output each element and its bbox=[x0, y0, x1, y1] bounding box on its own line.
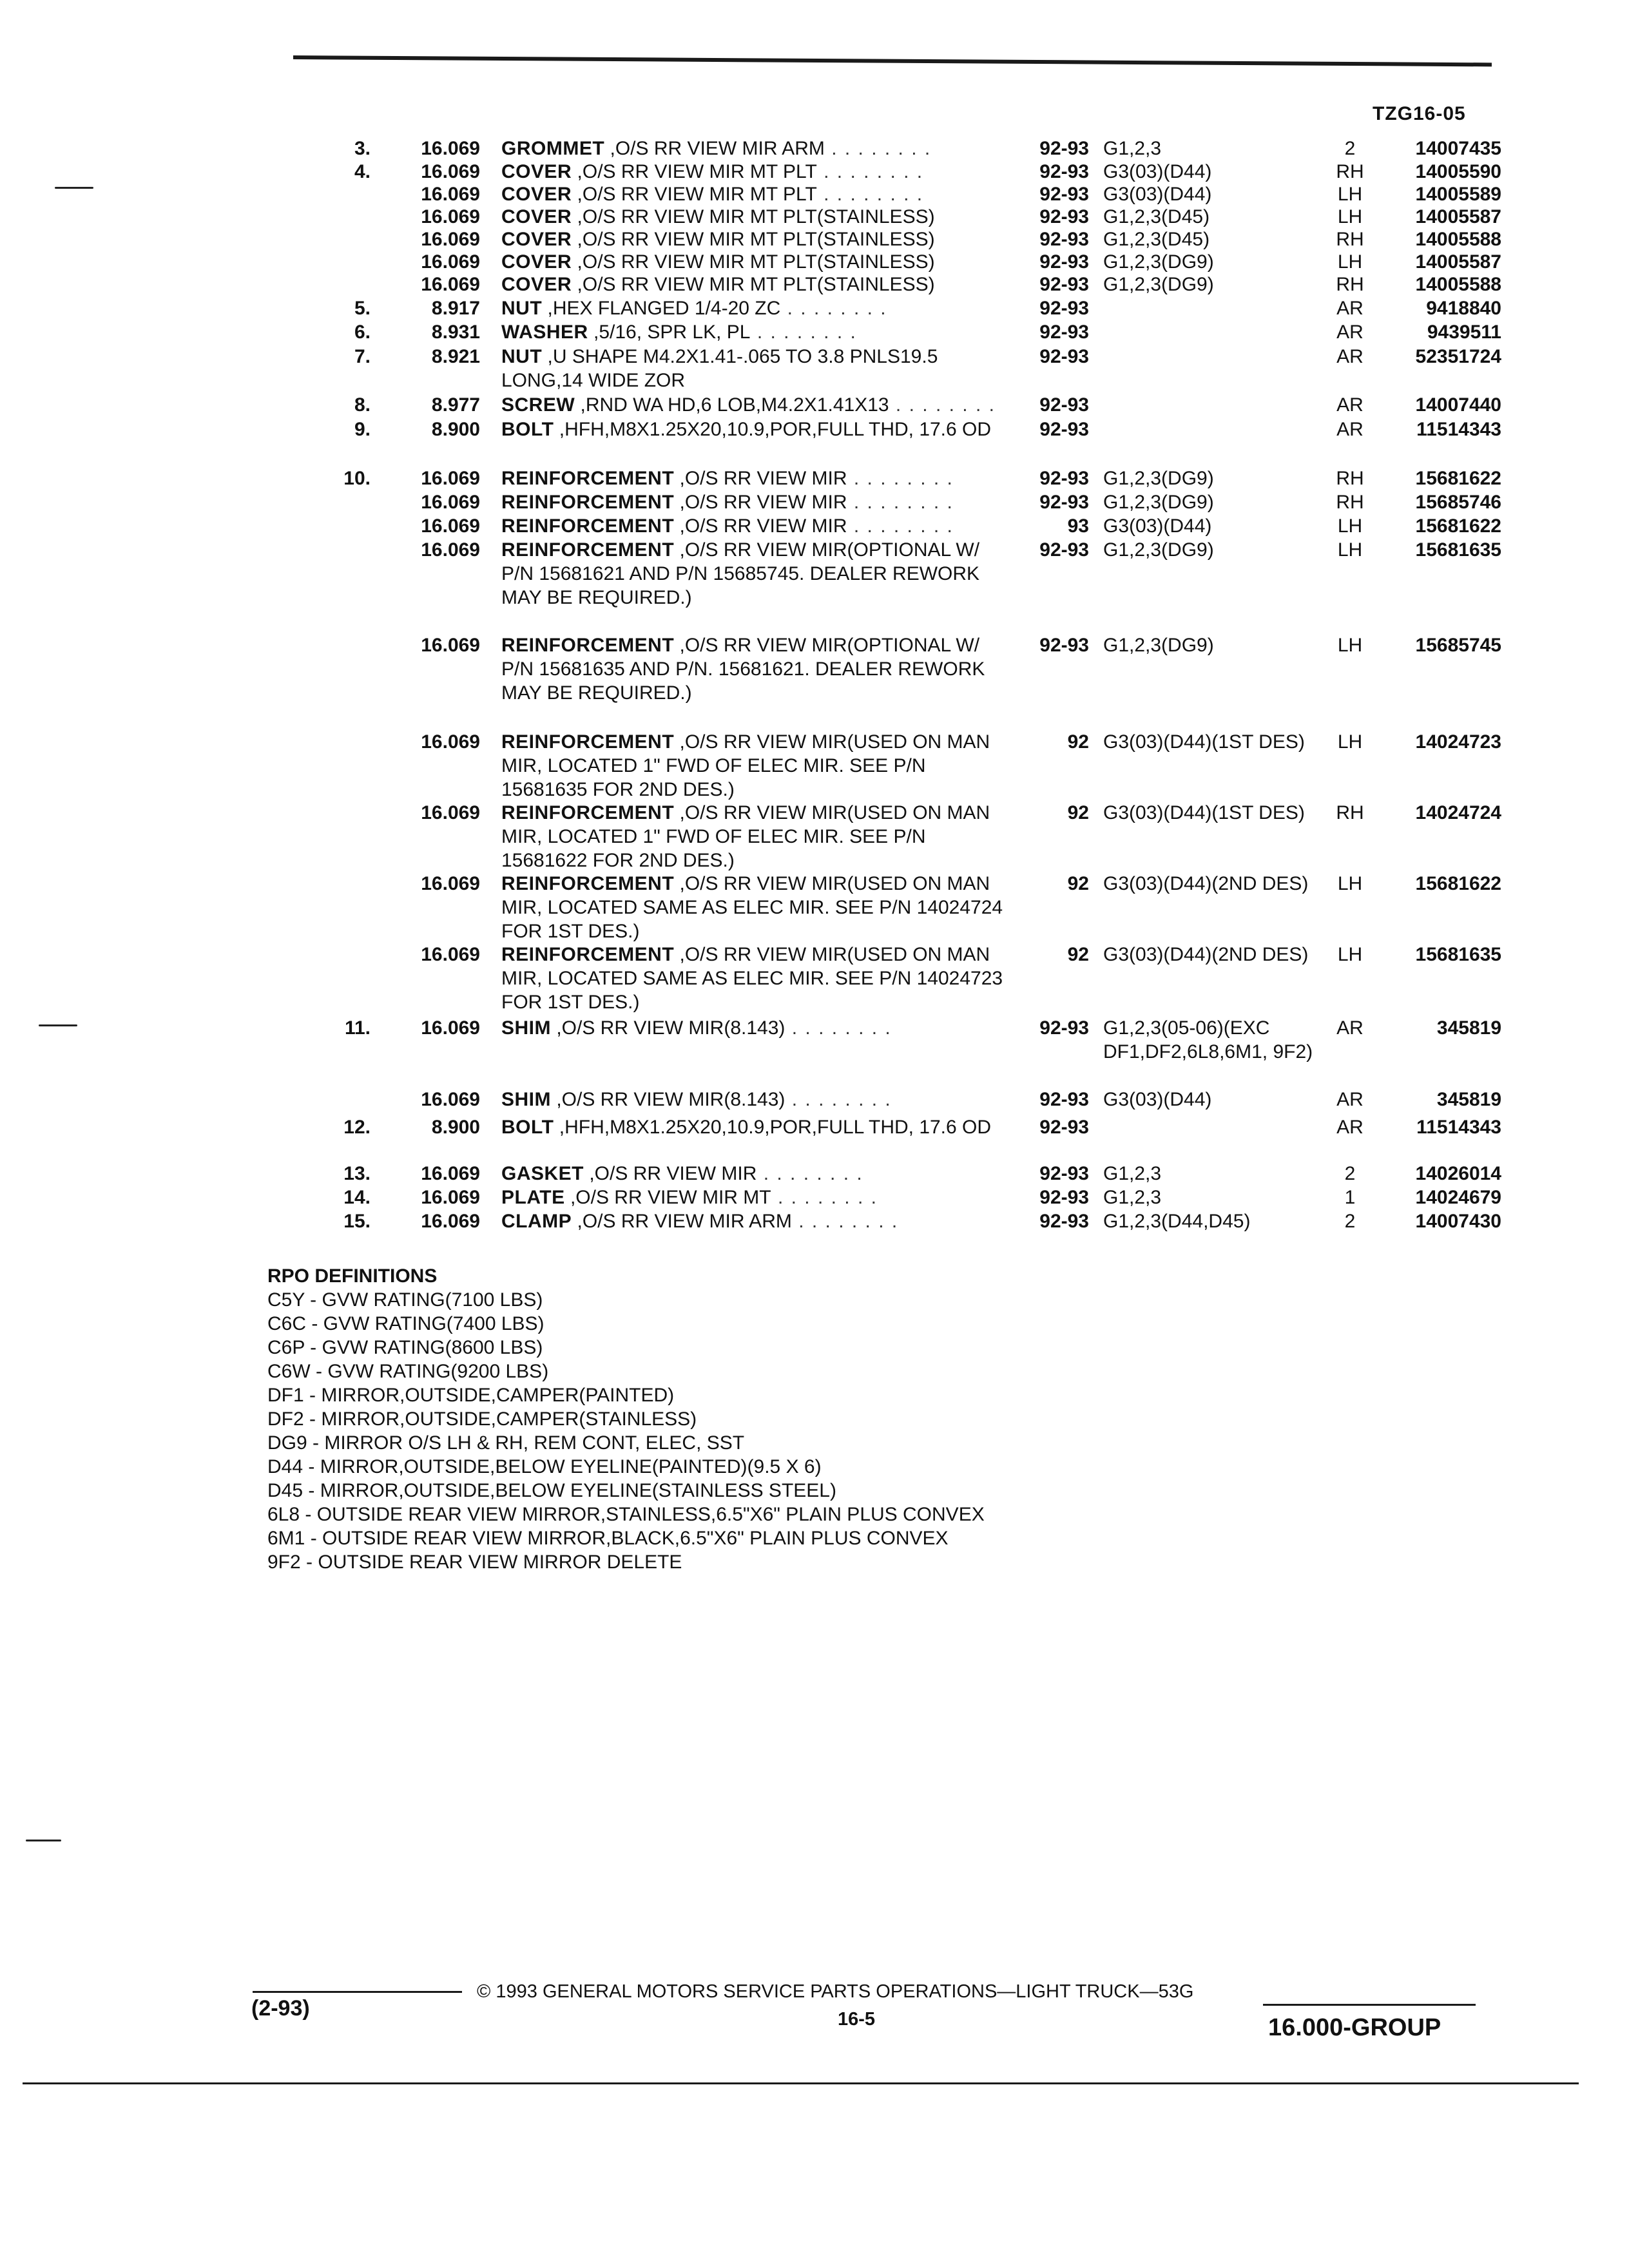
group-number: 8.977 bbox=[431, 394, 480, 416]
model-years: 92-93 bbox=[1039, 206, 1089, 227]
part-description bbox=[501, 514, 1004, 538]
group-number: 16.069 bbox=[421, 731, 480, 753]
group-number: 8.900 bbox=[431, 419, 480, 440]
quantity-side: 2 bbox=[1344, 1163, 1356, 1184]
part-name: COVER bbox=[501, 229, 572, 250]
part-number: 15681622 bbox=[1415, 468, 1501, 489]
part-spec: ,HFH,M8X1.25X20,10.9,POR,FULL THD, 17.6 OD bbox=[554, 419, 992, 440]
part-name: COVER bbox=[501, 206, 572, 227]
part-name: COVER bbox=[501, 251, 572, 273]
ref-number: 6. bbox=[354, 322, 371, 343]
part-description bbox=[501, 1016, 1004, 1040]
part-number: 345819 bbox=[1436, 1017, 1501, 1039]
part-number: 14005590 bbox=[1415, 161, 1501, 182]
part-number: 14007435 bbox=[1415, 138, 1501, 159]
model-years: 92 bbox=[1067, 731, 1089, 753]
part-description bbox=[501, 345, 1004, 392]
part-spec: ,HEX FLANGED 1/4-20 ZC bbox=[542, 298, 781, 319]
ref-number: 15. bbox=[343, 1211, 371, 1232]
usage-code: G1,2,3 bbox=[1103, 1163, 1162, 1184]
leader-dots: . . . . . . . . bbox=[816, 184, 924, 205]
part-number: 14024679 bbox=[1415, 1187, 1501, 1208]
footer-rule-left bbox=[253, 1991, 462, 1993]
part-number: 14007430 bbox=[1415, 1211, 1501, 1232]
part-name: REINFORCEMENT bbox=[501, 492, 675, 513]
part-description bbox=[501, 296, 1004, 320]
usage-code: G1,2,3(05-06)(EXC DF1,DF2,6L8,6M1, 9F2) bbox=[1103, 1017, 1313, 1062]
part-name: NUT bbox=[501, 346, 543, 367]
part-description bbox=[501, 160, 1004, 184]
ref-number: 9. bbox=[354, 419, 371, 440]
model-years: 92-93 bbox=[1039, 251, 1089, 273]
part-number: 9439511 bbox=[1427, 322, 1501, 343]
part-spec: ,O/S RR VIEW MIR MT PLT bbox=[572, 161, 817, 182]
part-spec: ,RND WA HD,6 LOB,M4.2X1.41X13 bbox=[575, 394, 889, 416]
ref-number: 7. bbox=[354, 346, 371, 367]
part-name: SHIM bbox=[501, 1089, 551, 1110]
rpo-item: C5Y - GVW RATING(7100 LBS) bbox=[267, 1289, 543, 1311]
model-years: 92-93 bbox=[1039, 1117, 1089, 1138]
part-description bbox=[501, 1115, 1004, 1139]
leader-dots: . . . . . . . . bbox=[785, 1017, 892, 1039]
group-number: 16.069 bbox=[421, 873, 480, 894]
rpo-list bbox=[267, 1288, 985, 1574]
part-number: 15681635 bbox=[1415, 539, 1501, 561]
part-name: REINFORCEMENT bbox=[501, 873, 675, 894]
group-number: 16.069 bbox=[421, 492, 480, 513]
part-number: 15681622 bbox=[1415, 515, 1501, 537]
group-number: 16.069 bbox=[421, 251, 480, 273]
part-spec: ,O/S RR VIEW MIR MT PLT(STAINLESS) bbox=[572, 274, 935, 295]
quantity-side: LH bbox=[1337, 873, 1363, 894]
group-number: 16.069 bbox=[421, 161, 480, 182]
part-description bbox=[501, 1209, 1004, 1233]
part-spec: ,5/16, SPR LK, PL bbox=[588, 322, 751, 343]
part-description bbox=[501, 633, 1004, 705]
group-number: 16.069 bbox=[421, 539, 480, 561]
part-spec: ,O/S RR VIEW MIR(OPTIONAL W/ P/N 15681635 AND P/N. 15681621. DEALER REWORK MAY BE REQUIRED.) bbox=[501, 635, 985, 704]
leader-dots: . . . . . . . . bbox=[750, 322, 857, 343]
part-spec: ,O/S RR VIEW MIR(USED ON MAN MIR, LOCATED 1" FWD OF ELEC MIR. SEE P/N 15681622 FOR 2ND DES.) bbox=[501, 802, 990, 871]
part-number: 14024723 bbox=[1415, 731, 1501, 753]
quantity-side: AR bbox=[1336, 419, 1364, 440]
group-number: 16.069 bbox=[421, 468, 480, 489]
part-spec: ,HFH,M8X1.25X20,10.9,POR,FULL THD, 17.6 OD bbox=[554, 1117, 992, 1138]
part-name: SHIM bbox=[501, 1017, 551, 1039]
rpo-item: C6C - GVW RATING(7400 LBS) bbox=[267, 1313, 545, 1334]
quantity-side: RH bbox=[1336, 468, 1364, 489]
scan-mark bbox=[39, 1024, 77, 1026]
part-number: 14024724 bbox=[1415, 802, 1501, 823]
model-years: 92-93 bbox=[1039, 1089, 1089, 1110]
part-name: CLAMP bbox=[501, 1211, 572, 1232]
leader-dots: . . . . . . . . bbox=[757, 1163, 863, 1184]
top-rule bbox=[293, 55, 1492, 66]
model-years: 92-93 bbox=[1039, 1211, 1089, 1232]
group-number: 16.069 bbox=[421, 1187, 480, 1208]
group-number: 16.069 bbox=[421, 274, 480, 295]
part-description bbox=[501, 943, 1004, 1014]
rpo-item: DG9 - MIRROR O/S LH & RH, REM CONT, ELEC, SST bbox=[267, 1432, 745, 1454]
model-years: 93 bbox=[1067, 515, 1089, 537]
quantity-side: LH bbox=[1337, 944, 1363, 965]
part-spec: ,O/S RR VIEW MIR ARM bbox=[604, 138, 825, 159]
part-description bbox=[501, 1162, 1004, 1186]
rpo-item: C6P - GVW RATING(8600 LBS) bbox=[267, 1337, 543, 1358]
part-spec: ,O/S RR VIEW MIR MT PLT(STAINLESS) bbox=[572, 229, 935, 250]
part-name: REINFORCEMENT bbox=[501, 539, 675, 561]
ref-number: 10. bbox=[343, 468, 371, 489]
part-name: COVER bbox=[501, 274, 572, 295]
scan-mark bbox=[26, 1840, 61, 1841]
part-description bbox=[501, 538, 1004, 610]
quantity-side: AR bbox=[1336, 346, 1364, 367]
part-spec: ,O/S RR VIEW MIR(OPTIONAL W/ P/N 15681621 AND P/N 15685745. DEALER REWORK MAY BE REQUIRED.) bbox=[501, 539, 980, 608]
part-spec: ,O/S RR VIEW MIR(USED ON MAN MIR, LOCATED 1" FWD OF ELEC MIR. SEE P/N 15681635 FOR 2ND DES.) bbox=[501, 731, 990, 800]
model-years: 92-93 bbox=[1039, 1187, 1089, 1208]
quantity-side: 2 bbox=[1344, 138, 1356, 159]
scan-mark bbox=[55, 187, 93, 189]
part-description bbox=[501, 205, 1004, 229]
model-years: 92-93 bbox=[1039, 539, 1089, 561]
rpo-item: DF1 - MIRROR,OUTSIDE,CAMPER(PAINTED) bbox=[267, 1385, 675, 1406]
part-spec: ,O/S RR VIEW MIR bbox=[674, 515, 847, 537]
footer-rule-right bbox=[1263, 2004, 1476, 2006]
usage-code: G1,2,3(DG9) bbox=[1103, 468, 1214, 489]
leader-dots: . . . . . . . . bbox=[785, 1089, 892, 1110]
quantity-side: LH bbox=[1337, 539, 1363, 561]
quantity-side: RH bbox=[1336, 229, 1364, 250]
model-years: 92-93 bbox=[1039, 635, 1089, 656]
part-name: SCREW bbox=[501, 394, 575, 416]
ref-number: 12. bbox=[343, 1117, 371, 1138]
ref-number: 14. bbox=[343, 1187, 371, 1208]
quantity-side: RH bbox=[1336, 274, 1364, 295]
group-number: 16.069 bbox=[421, 515, 480, 537]
part-number: 52351724 bbox=[1415, 346, 1501, 367]
rpo-item: 6L8 - OUTSIDE REAR VIEW MIRROR,STAINLESS,6.5"X6" PLAIN PLUS CONVEX bbox=[267, 1504, 985, 1525]
rpo-item: D44 - MIRROR,OUTSIDE,BELOW EYELINE(PAINTED)(9.5 X 6) bbox=[267, 1456, 822, 1477]
part-description bbox=[501, 137, 1004, 160]
part-number: 14005588 bbox=[1415, 229, 1501, 250]
part-spec: ,O/S RR VIEW MIR(8.143) bbox=[551, 1017, 786, 1039]
quantity-side: AR bbox=[1336, 322, 1364, 343]
part-spec: ,O/S RR VIEW MIR(USED ON MAN MIR, LOCATED SAME AS ELEC MIR. SEE P/N 14024724 FOR 1ST DES.) bbox=[501, 873, 1003, 942]
footer-date: (2-93) bbox=[251, 1996, 310, 2021]
footer-copyright: © 1993 GENERAL MOTORS SERVICE PARTS OPERATIONS—LIGHT TRUCK—53G bbox=[477, 1981, 1194, 2002]
part-number: 14005587 bbox=[1415, 251, 1501, 273]
model-years: 92-93 bbox=[1039, 161, 1089, 182]
part-description bbox=[501, 1186, 1004, 1209]
usage-code: G3(03)(D44) bbox=[1103, 184, 1212, 205]
model-years: 92-93 bbox=[1039, 138, 1089, 159]
quantity-side: AR bbox=[1336, 1117, 1364, 1138]
quantity-side: LH bbox=[1337, 251, 1363, 273]
model-years: 92-93 bbox=[1039, 419, 1089, 440]
part-spec: ,O/S RR VIEW MIR ARM bbox=[572, 1211, 792, 1232]
model-years: 92-93 bbox=[1039, 274, 1089, 295]
part-name: GASKET bbox=[501, 1163, 584, 1184]
group-number: 8.917 bbox=[431, 298, 480, 319]
group-number: 16.069 bbox=[421, 206, 480, 227]
part-spec: ,O/S RR VIEW MIR bbox=[674, 468, 847, 489]
bottom-rule bbox=[23, 2082, 1579, 2084]
group-number: 8.921 bbox=[431, 346, 480, 367]
part-name: BOLT bbox=[501, 1117, 554, 1138]
quantity-side: AR bbox=[1336, 394, 1364, 416]
leader-dots: . . . . . . . . bbox=[847, 492, 954, 513]
leader-dots: . . . . . . . . bbox=[816, 161, 924, 182]
part-description bbox=[501, 273, 1004, 296]
leader-dots: . . . . . . . . bbox=[847, 468, 954, 489]
usage-code: G3(03)(D44)(1ST DES) bbox=[1103, 802, 1305, 823]
quantity-side: LH bbox=[1337, 635, 1363, 656]
part-spec: ,O/S RR VIEW MIR(8.143) bbox=[551, 1089, 786, 1110]
part-number: 14005589 bbox=[1415, 184, 1501, 205]
footer-group: 16.000-GROUP bbox=[1268, 2014, 1441, 2041]
group-number: 16.069 bbox=[421, 1163, 480, 1184]
ref-number: 13. bbox=[343, 1163, 371, 1184]
part-spec: ,O/S RR VIEW MIR MT PLT(STAINLESS) bbox=[572, 206, 935, 227]
part-description bbox=[501, 730, 1004, 802]
part-number: 9418840 bbox=[1426, 298, 1501, 319]
model-years: 92-93 bbox=[1039, 1163, 1089, 1184]
group-number: 16.069 bbox=[421, 138, 480, 159]
part-description bbox=[501, 227, 1004, 251]
usage-code: G1,2,3(DG9) bbox=[1103, 635, 1214, 656]
part-description bbox=[501, 801, 1004, 872]
rpo-item: 6M1 - OUTSIDE REAR VIEW MIRROR,BLACK,6.5"X6" PLAIN PLUS CONVEX bbox=[267, 1528, 949, 1549]
part-number: 15681622 bbox=[1415, 873, 1501, 894]
model-years: 92-93 bbox=[1039, 229, 1089, 250]
model-years: 92-93 bbox=[1039, 492, 1089, 513]
quantity-side: RH bbox=[1336, 161, 1364, 182]
part-number: 15681635 bbox=[1415, 944, 1501, 965]
quantity-side: RH bbox=[1336, 492, 1364, 513]
usage-code: G3(03)(D44) bbox=[1103, 1089, 1212, 1110]
part-name: REINFORCEMENT bbox=[501, 731, 675, 753]
leader-dots: . . . . . . . . bbox=[771, 1187, 878, 1208]
part-number: 11514343 bbox=[1416, 1117, 1501, 1138]
rpo-item: D45 - MIRROR,OUTSIDE,BELOW EYELINE(STAINLESS STEEL) bbox=[267, 1480, 836, 1501]
group-number: 16.069 bbox=[421, 1211, 480, 1232]
group-number: 16.069 bbox=[421, 184, 480, 205]
usage-code: G1,2,3(D45) bbox=[1103, 229, 1210, 250]
quantity-side: LH bbox=[1337, 731, 1363, 753]
part-number: 345819 bbox=[1436, 1089, 1501, 1110]
quantity-side: AR bbox=[1336, 1017, 1364, 1039]
quantity-side: 2 bbox=[1344, 1211, 1356, 1232]
model-years: 92 bbox=[1067, 944, 1089, 965]
rpo-title: RPO DEFINITIONS bbox=[267, 1265, 438, 1287]
part-number: 11514343 bbox=[1416, 419, 1501, 440]
group-number: 16.069 bbox=[421, 1089, 480, 1110]
usage-code: G3(03)(D44) bbox=[1103, 515, 1212, 537]
leader-dots: . . . . . . . . bbox=[791, 1211, 899, 1232]
part-name: REINFORCEMENT bbox=[501, 944, 675, 965]
part-description bbox=[501, 320, 1004, 344]
quantity-side: RH bbox=[1336, 802, 1364, 823]
quantity-side: 1 bbox=[1344, 1187, 1356, 1208]
part-name: GROMMET bbox=[501, 138, 605, 159]
quantity-side: LH bbox=[1337, 206, 1363, 227]
usage-code: G1,2,3(D45) bbox=[1103, 206, 1210, 227]
part-number: 14005588 bbox=[1415, 274, 1501, 295]
model-years: 92-93 bbox=[1039, 184, 1089, 205]
part-number: 14026014 bbox=[1415, 1163, 1501, 1184]
part-name: REINFORCEMENT bbox=[501, 635, 675, 656]
part-description bbox=[501, 1088, 1004, 1111]
rpo-definitions bbox=[267, 1264, 985, 1574]
ref-number: 8. bbox=[354, 394, 371, 416]
group-number: 16.069 bbox=[421, 229, 480, 250]
usage-code: G3(03)(D44)(2ND DES) bbox=[1103, 873, 1309, 894]
part-description bbox=[501, 466, 1004, 490]
model-years: 92-93 bbox=[1039, 322, 1089, 343]
leader-dots: . . . . . . . . bbox=[847, 515, 954, 537]
part-number: 15685745 bbox=[1415, 635, 1501, 656]
model-years: 92 bbox=[1067, 873, 1089, 894]
part-name: REINFORCEMENT bbox=[501, 515, 675, 537]
part-spec: ,O/S RR VIEW MIR(USED ON MAN MIR, LOCATED SAME AS ELEC MIR. SEE P/N 14024723 FOR 1ST DES.) bbox=[501, 944, 1003, 1013]
group-number: 16.069 bbox=[421, 944, 480, 965]
part-number: 14005587 bbox=[1415, 206, 1501, 227]
rpo-item: DF2 - MIRROR,OUTSIDE,CAMPER(STAINLESS) bbox=[267, 1408, 697, 1430]
usage-code: G1,2,3(DG9) bbox=[1103, 274, 1214, 295]
leader-dots: . . . . . . . . bbox=[824, 138, 932, 159]
part-description bbox=[501, 250, 1004, 274]
rpo-item: 9F2 - OUTSIDE REAR VIEW MIRROR DELETE bbox=[267, 1552, 682, 1573]
leader-dots: . . . . . . . . bbox=[780, 298, 887, 319]
part-spec: ,O/S RR VIEW MIR MT PLT(STAINLESS) bbox=[572, 251, 935, 273]
part-spec: ,O/S RR VIEW MIR bbox=[584, 1163, 757, 1184]
model-years: 92-93 bbox=[1039, 468, 1089, 489]
ref-number: 3. bbox=[354, 138, 371, 159]
part-spec: ,O/S RR VIEW MIR MT PLT bbox=[572, 184, 817, 205]
part-name: REINFORCEMENT bbox=[501, 802, 675, 823]
model-years: 92-93 bbox=[1039, 346, 1089, 367]
group-number: 16.069 bbox=[421, 802, 480, 823]
part-description bbox=[501, 490, 1004, 514]
part-description bbox=[501, 182, 1004, 206]
part-spec: ,O/S RR VIEW MIR MT bbox=[564, 1187, 771, 1208]
ref-number: 11. bbox=[344, 1017, 371, 1039]
part-name: COVER bbox=[501, 161, 572, 182]
group-number: 16.069 bbox=[421, 635, 480, 656]
usage-code: G3(03)(D44) bbox=[1103, 161, 1212, 182]
quantity-side: LH bbox=[1337, 184, 1363, 205]
group-number: 8.900 bbox=[431, 1117, 480, 1138]
part-number: 14007440 bbox=[1415, 394, 1501, 416]
model-years: 92-93 bbox=[1039, 298, 1089, 319]
part-name: PLATE bbox=[501, 1187, 565, 1208]
part-name: COVER bbox=[501, 184, 572, 205]
part-description bbox=[501, 393, 1004, 417]
part-description bbox=[501, 872, 1004, 943]
usage-code: G1,2,3 bbox=[1103, 138, 1162, 159]
model-years: 92-93 bbox=[1039, 1017, 1089, 1039]
usage-code: G1,2,3 bbox=[1103, 1187, 1162, 1208]
part-name: NUT bbox=[501, 298, 543, 319]
part-number: 15685746 bbox=[1415, 492, 1501, 513]
footer-page-number: 16-5 bbox=[838, 2009, 876, 2030]
part-description bbox=[501, 418, 1004, 441]
group-number: 8.931 bbox=[431, 322, 480, 343]
usage-code: G3(03)(D44)(1ST DES) bbox=[1103, 731, 1305, 753]
model-years: 92-93 bbox=[1039, 394, 1089, 416]
usage-code: G1,2,3(D44,D45) bbox=[1103, 1211, 1251, 1232]
part-name: REINFORCEMENT bbox=[501, 468, 675, 489]
usage-code: G1,2,3(DG9) bbox=[1103, 539, 1214, 561]
usage-code: G1,2,3(DG9) bbox=[1103, 251, 1214, 273]
part-name: BOLT bbox=[501, 419, 554, 440]
part-name: WASHER bbox=[501, 322, 588, 343]
page-id: TZG16-05 bbox=[1373, 103, 1466, 124]
quantity-side: LH bbox=[1337, 515, 1363, 537]
leader-dots: . . . . . . . . bbox=[889, 394, 996, 416]
part-spec: ,O/S RR VIEW MIR bbox=[674, 492, 847, 513]
quantity-side: AR bbox=[1336, 1089, 1364, 1110]
ref-number: 5. bbox=[354, 298, 371, 319]
model-years: 92 bbox=[1067, 802, 1089, 823]
part-spec: ,U SHAPE M4.2X1.41-.065 TO 3.8 PNLS19.5 LONG,14 WIDE ZOR bbox=[501, 346, 938, 391]
ref-number: 4. bbox=[354, 161, 371, 182]
quantity-side: AR bbox=[1336, 298, 1364, 319]
group-number: 16.069 bbox=[421, 1017, 480, 1039]
usage-code: G1,2,3(DG9) bbox=[1103, 492, 1214, 513]
usage-code: G3(03)(D44)(2ND DES) bbox=[1103, 944, 1309, 965]
rpo-item: C6W - GVW RATING(9200 LBS) bbox=[267, 1361, 549, 1382]
